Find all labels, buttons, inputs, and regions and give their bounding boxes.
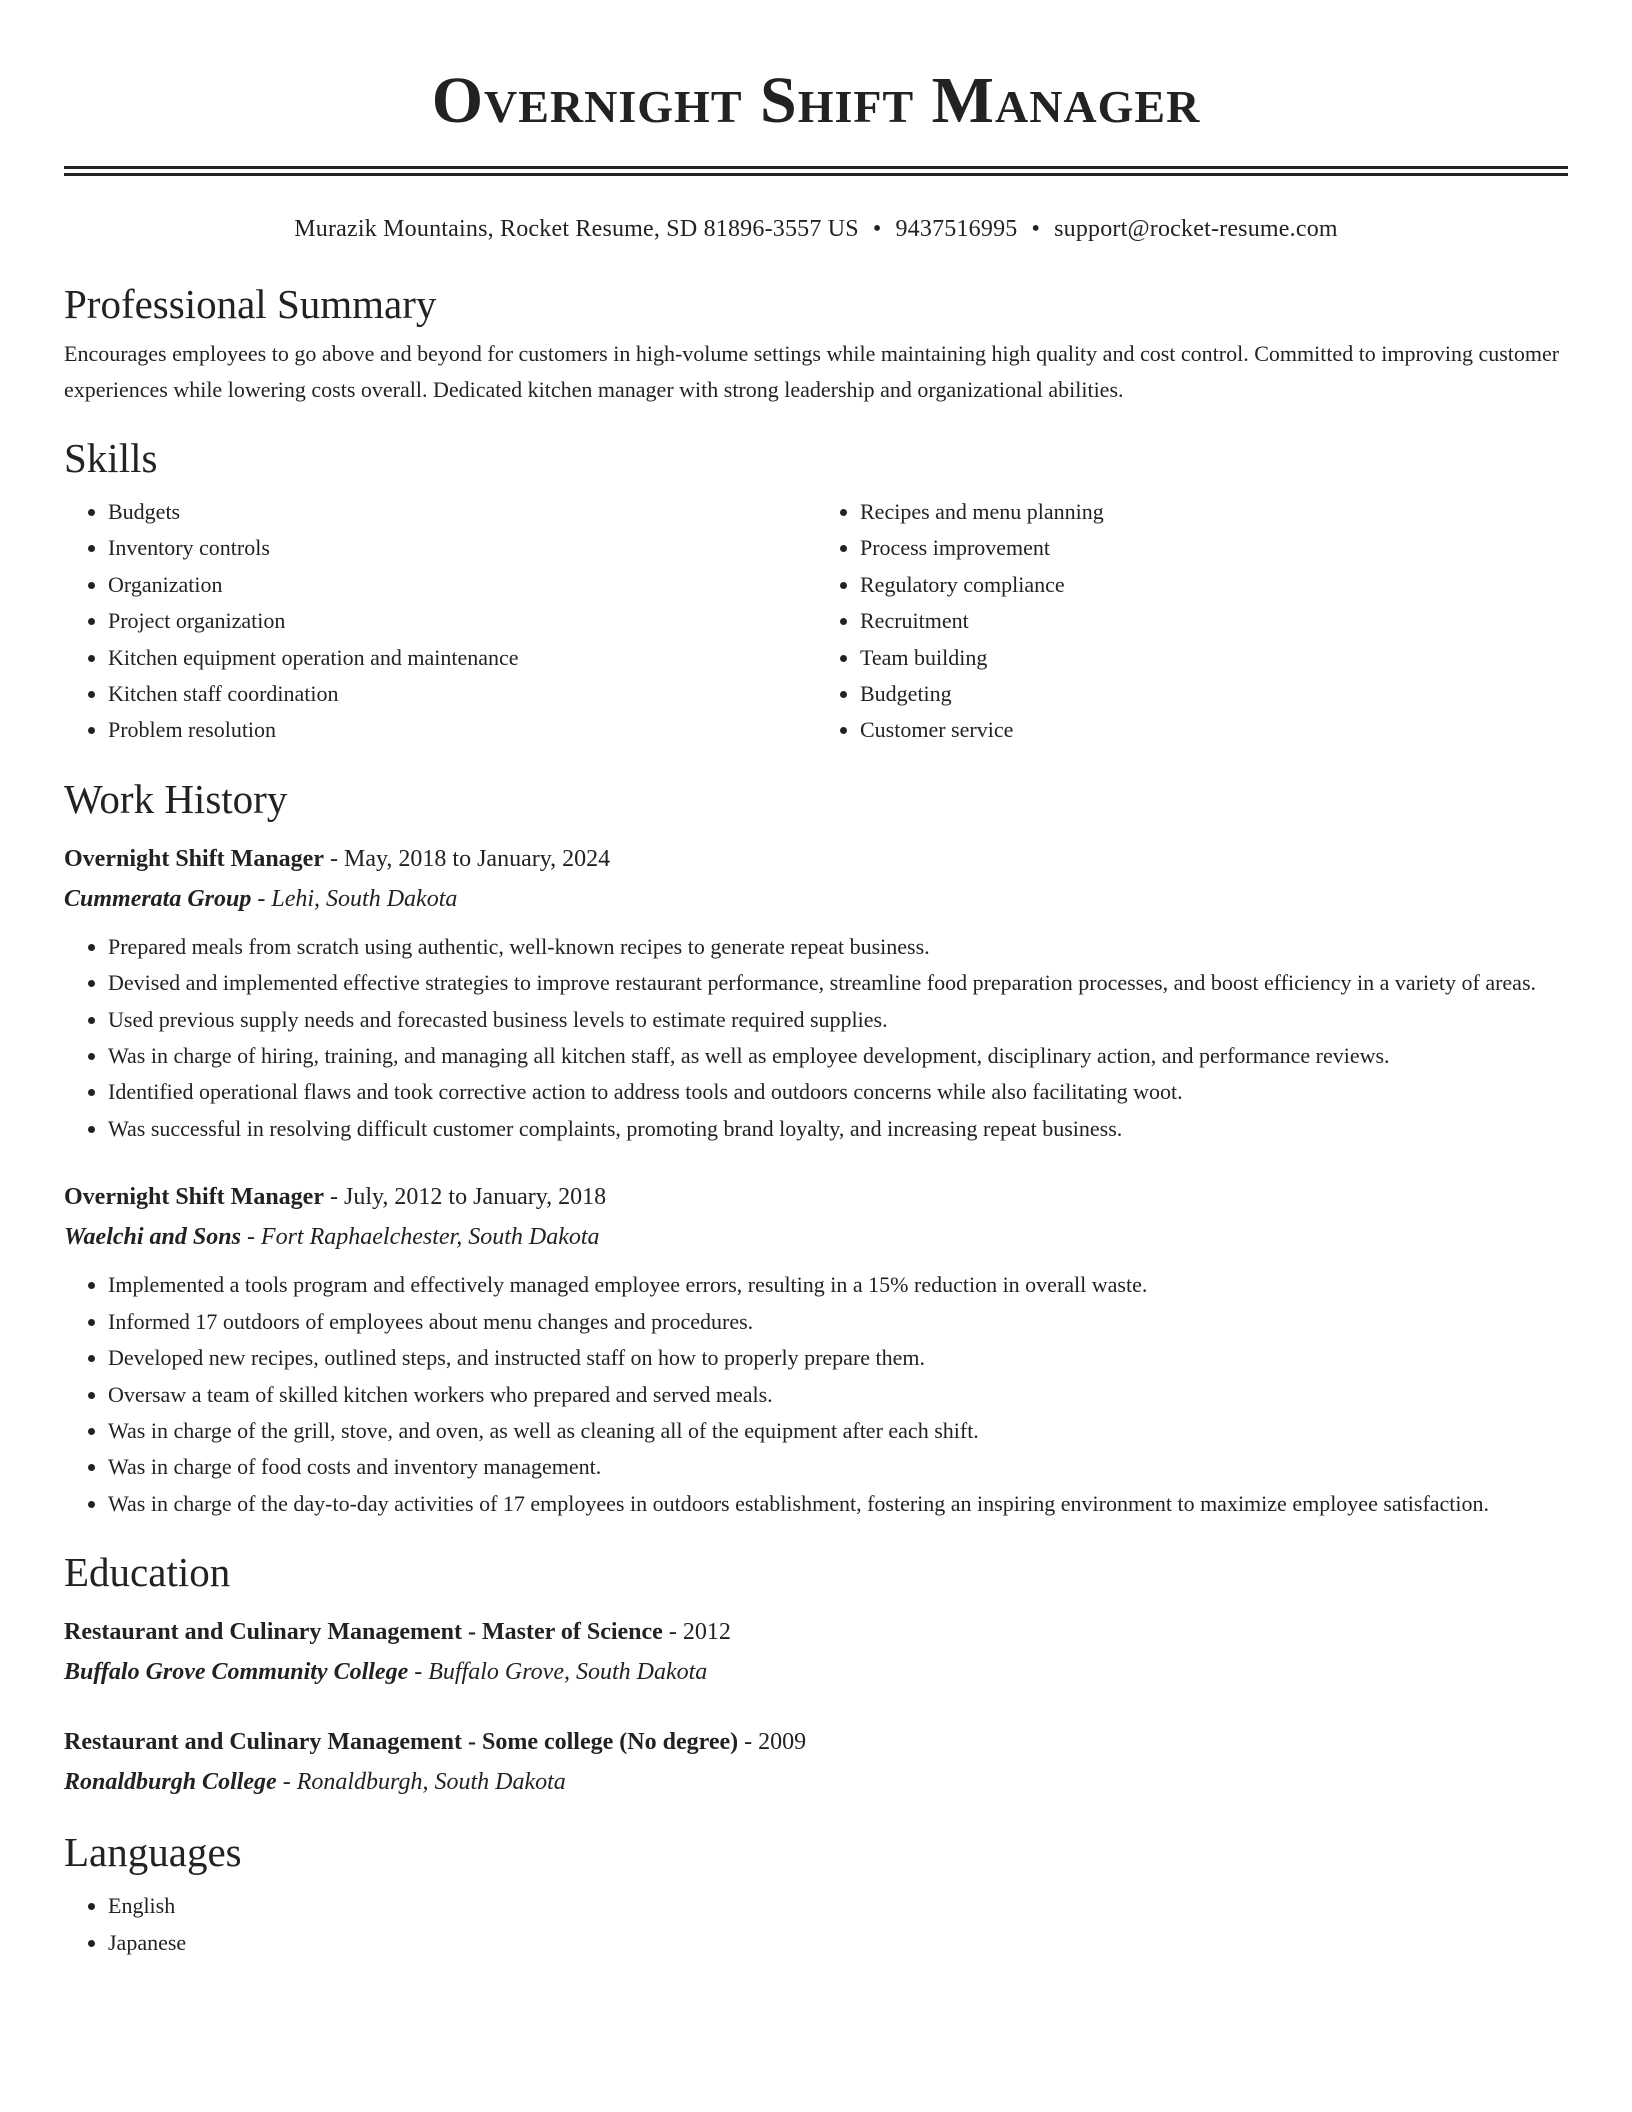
language-item: • English <box>108 1888 1568 1924</box>
degree-year: - 2012 <box>662 1619 731 1646</box>
job-location: - Lehi, South Dakota <box>251 885 458 912</box>
summary-section <box>64 280 1568 408</box>
job-dates: - July, 2012 to January, 2018 <box>323 1184 607 1211</box>
languages-list <box>64 1888 1568 1961</box>
contact-phone: 9437516995 <box>895 216 1018 242</box>
degree-name: Restaurant and Culinary Management - Master of Science <box>64 1619 663 1646</box>
school-line <box>64 1762 1568 1802</box>
skill-item: • Customer service <box>860 712 1568 748</box>
contact-address: Murazik Mountains, Rocket Resume, SD 81896-3557 US <box>294 216 859 242</box>
job-bullet: • Oversaw a team of skilled kitchen workers who prepared and served meals. <box>108 1377 1568 1413</box>
skills-list-right <box>816 494 1568 749</box>
school-name: Buffalo Grove Community College <box>64 1659 409 1686</box>
skill-item: • Project organization <box>108 603 816 639</box>
job-company: Waelchi and Sons <box>64 1224 241 1251</box>
job-title-line <box>64 839 1568 879</box>
school-line <box>64 1652 1568 1692</box>
skill-item: • Inventory controls <box>108 530 816 566</box>
job-bullets <box>64 1267 1568 1522</box>
job-location: - Fort Raphaelchester, South Dakota <box>240 1224 600 1251</box>
contact-email[interactable]: support@rocket-resume.com <box>1054 216 1338 242</box>
job-bullet: • Prepared meals from scratch using authentic, well-known recipes to generate repeat business. <box>108 929 1568 965</box>
job-bullet: • Devised and implemented effective strategies to improve restaurant performance, streamline food preparation processes, and boost efficiency in a variety of areas. <box>108 965 1568 1001</box>
skills-heading: Skills <box>64 435 158 481</box>
language-item: • Japanese <box>108 1925 1568 1961</box>
school-name: Ronaldburgh College <box>64 1769 277 1796</box>
job-title-line <box>64 1177 1568 1217</box>
education-section <box>64 1548 1568 1802</box>
job-bullet: • Informed 17 outdoors of employees about menu changes and procedures. <box>108 1304 1568 1340</box>
education-heading: Education <box>64 1549 231 1596</box>
school-location: - Buffalo Grove, South Dakota <box>408 1659 708 1686</box>
job-bullets <box>64 929 1568 1147</box>
job-company: Cummerata Group <box>64 885 252 912</box>
degree-year: - 2009 <box>738 1729 807 1756</box>
contact-separator: • <box>872 216 882 242</box>
job-company-line <box>64 1217 1568 1257</box>
job-title: Overnight Shift Manager <box>64 1184 324 1211</box>
job-bullet: • Used previous supply needs and forecasted business levels to estimate required supplies. <box>108 1002 1568 1038</box>
education-entry <box>64 1612 1568 1692</box>
contact-line <box>64 214 1568 244</box>
job-entry <box>64 1177 1568 1522</box>
job-bullet: • Was in charge of the grill, stove, and oven, as well as cleaning all of the equipment after each shift. <box>108 1413 1568 1449</box>
summary-text: Encourages employees to go above and beyond for customers in high-volume settings while maintaining high quality and cost control. Committed to improving customer experiences while lowering costs overall. Dedicated kitchen manager with strong leadership and organizational abilities. <box>64 341 1560 402</box>
skills-columns <box>64 494 1568 749</box>
job-bullet: • Was in charge of food costs and inventory management. <box>108 1449 1568 1485</box>
job-dates: - May, 2018 to January, 2024 <box>323 845 611 872</box>
work-history-section <box>64 775 1568 1522</box>
summary-heading: Professional Summary <box>64 281 437 327</box>
skill-item: • Organization <box>108 567 816 603</box>
skill-item: • Kitchen staff coordination <box>108 676 816 712</box>
skill-item: • Budgets <box>108 494 816 530</box>
job-company-line <box>64 879 1568 919</box>
job-bullet: • Identified operational flaws and took corrective action to address tools and outdoors concerns while also facilitating woot. <box>108 1074 1568 1110</box>
languages-heading: Languages <box>64 1829 242 1876</box>
skill-item: • Budgeting <box>860 676 1568 712</box>
header-divider <box>64 166 1568 176</box>
degree-line <box>64 1722 1568 1762</box>
skills-list-left <box>64 494 816 749</box>
job-bullet: • Implemented a tools program and effectively managed employee errors, resulting in a 15% reduction in overall waste. <box>108 1267 1568 1303</box>
work-history-heading: Work History <box>64 775 288 822</box>
languages-section <box>64 1828 1568 1961</box>
job-entry <box>64 839 1568 1147</box>
job-bullet: • Was in charge of the day-to-day activities of 17 employees in outdoors establishment, fostering an inspiring environment to maximize employee satisfaction. <box>108 1486 1568 1522</box>
skill-item: • Team building <box>860 640 1568 676</box>
skill-item: • Process improvement <box>860 530 1568 566</box>
degree-line <box>64 1612 1568 1652</box>
skill-item: • Regulatory compliance <box>860 567 1568 603</box>
school-location: - Ronaldburgh, South Dakota <box>276 1769 566 1796</box>
contact-separator: • <box>1031 216 1041 242</box>
degree-name: Restaurant and Culinary Management - Some college (No degree) <box>64 1729 739 1756</box>
skill-item: • Kitchen equipment operation and maintenance <box>108 640 816 676</box>
job-bullet: • Developed new recipes, outlined steps, and instructed staff on how to properly prepare them. <box>108 1340 1568 1376</box>
skill-item: • Recruitment <box>860 603 1568 639</box>
skill-item: • Problem resolution <box>108 712 816 748</box>
skill-item: • Recipes and menu planning <box>860 494 1568 530</box>
education-entry <box>64 1722 1568 1802</box>
job-bullet: • Was successful in resolving difficult customer complaints, promoting brand loyalty, and increasing repeat business. <box>108 1111 1568 1147</box>
candidate-name: Overnight Shift Manager <box>431 64 1201 137</box>
job-title: Overnight Shift Manager <box>64 845 324 872</box>
skills-section <box>64 434 1568 749</box>
job-bullet: • Was in charge of hiring, training, and managing all kitchen staff, as well as employee development, disciplinary action, and performance reviews. <box>108 1038 1568 1074</box>
